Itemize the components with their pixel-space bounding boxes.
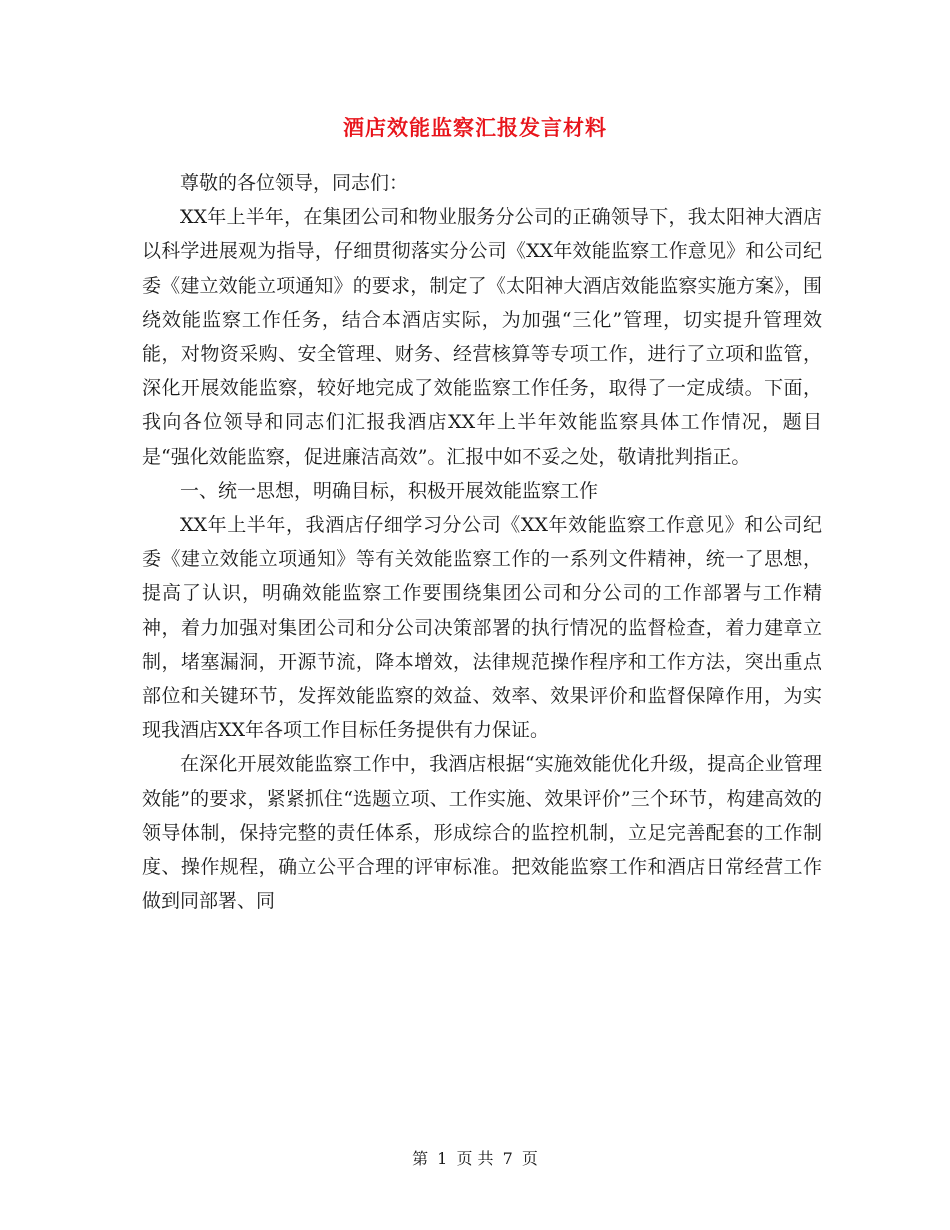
footer-total-pages: 7 <box>502 1149 513 1168</box>
footer-page-number: 1 <box>437 1149 448 1168</box>
greeting-paragraph: 尊敬的各位领导，同志们： <box>180 172 409 194</box>
footer-middle: 页 共 <box>456 1149 494 1168</box>
document-title: 酒店效能监察汇报发言材料 <box>343 115 607 140</box>
page-footer <box>0 1146 950 1169</box>
document-body <box>142 166 822 918</box>
section-paragraph-2: 在深化开展效能监察工作中，我酒店根据“实施效能优化升级，提高企业管理效能”的要求，紧紧抓住“选题立项、工作实施、效果评价”三个环节，构建高效的领导体制，保持完整的责任体系，形成综合的监控机制，立足完善配套的工作制度、操作规程，确立公平合理的评审标准。把效能监察工作和酒店日常经营工作做到同部署、同 <box>142 753 822 913</box>
section-paragraph-1: XX年上半年，我酒店仔细学习分公司《XX年效能监察工作意见》和公司纪委《建立效能立项通知》等有关效能监察工作的一系列文件精神，统一了思想，提高了认识，明确效能监察工作要围绕集团公司和分公司的工作部署与工作精神，着力加强对集团公司和分公司决策部署的执行情况的监督检查，着力建章立制，堵塞漏洞，开源节流，降本增效，法律规范操作程序和工作方法，突出重点部位和关键环节，发挥效能监察的效益、效率、效果评价和监督保障作用，为实现我酒店XX年各项工作目标任务提供有力保证。 <box>142 514 822 742</box>
intro-paragraph: XX年上半年，在集团公司和物业服务分公司的正确领导下，我太阳神大酒店以科学进展观为指导，仔细贯彻落实分公司《XX年效能监察工作意见》和公司纪委《建立效能立项通知》的要求，制定了《太阳神大酒店效能监察实施方案》，围绕效能监察工作任务，结合本酒店实际，为加强“三化”管理，切实提升管理效能，对物资采购、安全管理、财务、经营核算等专项工作，进行了立项和监管，深化开展效能监察，较好地完成了效能监察工作任务，取得了一定成绩。下面，我向各位领导和同志们汇报我酒店XX年上半年效能监察具体工作情况，题目是“强化效能监察，促进廉洁高效”。汇报中如不妥之处，敬请批判指正。 <box>142 206 822 468</box>
section-heading: 一、统一思想，明确目标，积极开展效能监察工作 <box>180 479 599 502</box>
footer-suffix: 页 <box>521 1149 538 1168</box>
footer-prefix: 第 <box>412 1149 429 1168</box>
